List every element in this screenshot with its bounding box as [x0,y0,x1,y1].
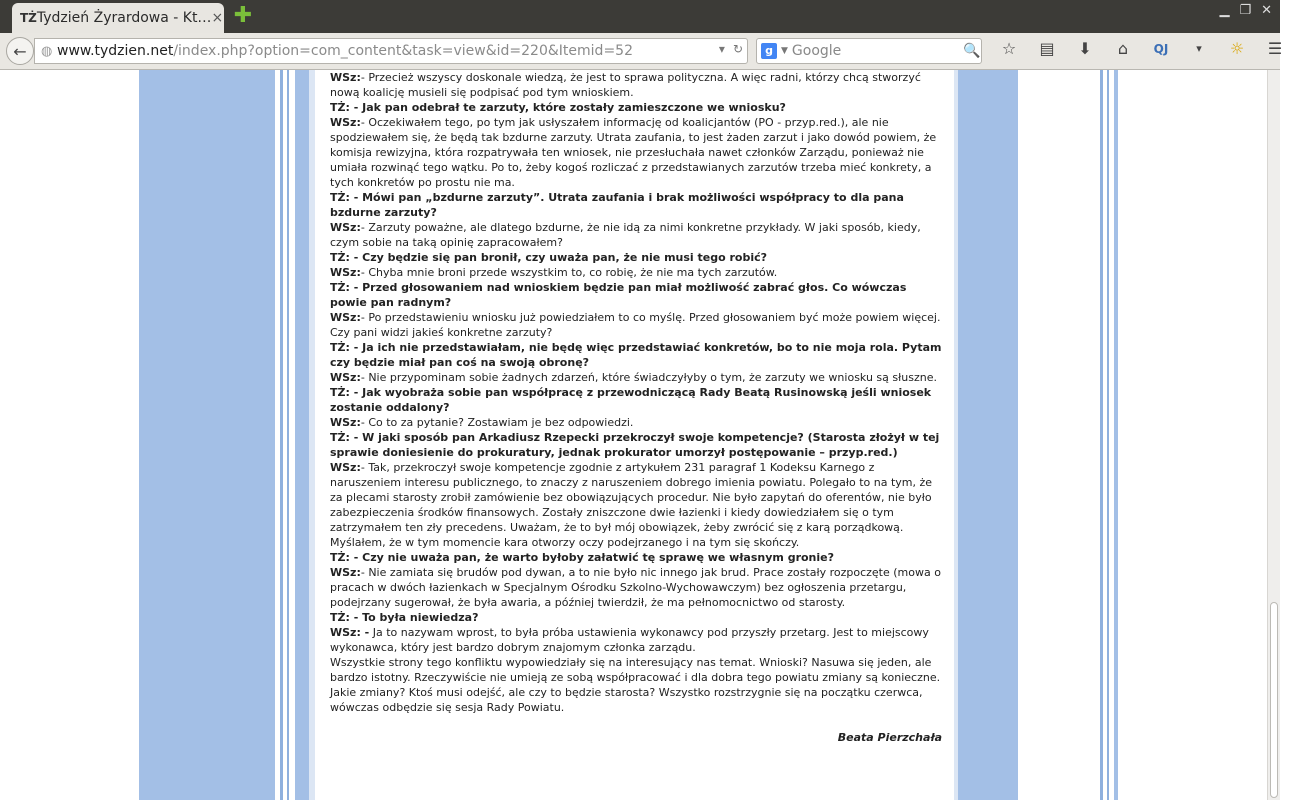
left-background [139,70,275,800]
interview-answer [330,70,942,100]
interview-answer [330,265,942,280]
speaker-label: WSz: - [330,626,370,639]
interview-answer [330,565,942,610]
address-bar[interactable] [34,38,748,64]
speaker-label: WSz: [330,416,361,429]
close-window-icon[interactable]: ✕ [1261,3,1272,18]
paragraph-text: - Czy będzie się pan bronił, czy uważa pan, że nie musi tego robić? [349,251,768,264]
interview-question [330,340,942,370]
interview-question [330,100,942,115]
paragraph-text: - Jak wyobraża sobie pan współpracę z przewodniczącą Rady Beatą Rusinowską jeśli wniosek zostanie oddalony? [330,386,932,414]
tab-title: Tydzień Żyrardowa - Kt… [36,10,212,26]
speaker-label: WSz: [330,221,361,234]
close-tab-icon[interactable]: × [211,10,224,26]
page-viewport [0,70,1267,800]
left-stripes [275,70,315,800]
google-logo-icon[interactable]: g [761,43,777,59]
summary-paragraph [330,655,942,715]
paragraph-text: - Mówi pan „bzdurne zarzuty”. Utrata zaufania i brak możliwości współpracy to dla pana bzdurne zarzuty? [330,191,904,219]
search-icon[interactable]: 🔍 [963,43,981,59]
interview-answer [330,220,942,250]
article-body [330,70,942,745]
speaker-label: TŻ: [330,611,350,624]
extension-icon[interactable]: QJ [1153,41,1169,56]
url-path: /index.php?option=com_content&task=view&id=220&Itemid=52 [173,43,633,59]
right-background [954,70,1018,800]
url-host: www.tydzien.net [57,43,174,59]
url-history-dropdown-icon[interactable]: ▾ [718,42,725,56]
interview-answer [330,115,942,190]
speaker-label: TŻ: [330,281,350,294]
speaker-label: WSz: [330,371,361,384]
interview-question [330,385,942,415]
speaker-label: TŻ: [330,101,350,114]
speaker-label: TŻ: [330,551,350,564]
interview-question [330,550,942,565]
maximize-icon[interactable]: ❐ [1239,3,1252,18]
paragraph-text: Wszystkie strony tego konfliktu wypowiedziały się na interesujący nas temat. Wnioski? Nasuwa się jeden, ale bardzo istotny. Rzeczywiście nie umieją ze sobą współpracować i dla dobra tego powiatu zmiany są konieczne. Jakie zmiany? Ktoś musi odejść, ale czy to będzie starosta? Wszystko rozstrzygnie się na początku czerwca, wówczas odbędzie się sesja Rady Powiatu. [330,656,941,714]
speaker-label: WSz: [330,116,361,129]
paragraph-text: - Nie zamiata się brudów pod dywan, a to nie było nic innego jak brud. Prace zostały rozpoczęte (mowa o pracach w dwóch łazienkach w Specjalnym Ośrodku Szkolno-Wychowawczym) bez ogłoszenia przetargu, podejrzany sugerował, że była awaria, a później twierdził, że ma pełnomocnictwo od starosty. [330,566,941,609]
right-stripes [1096,70,1118,800]
paragraph-text: - Po przedstawieniu wniosku już powiedziałem to co myślę. Przed głosowaniem być może powiem więcej. Czy pani widzi jakieś konkretne zarzuty? [330,311,941,339]
reload-icon[interactable]: ↻ [732,42,743,56]
interview-question [330,610,942,625]
vertical-scrollbar[interactable] [1267,70,1280,800]
paragraph-text: Ja to nazywam wprost, to była próba ustawienia wykonawcy pod przyszły przetarg. Jest to miejscowy wykonawca, który jest bardzo dobrym znajomym członka zarządu. [330,626,929,654]
scrollbar-thumb[interactable] [1270,602,1278,798]
interview-answer [330,415,942,430]
minimize-icon[interactable]: ▁ [1219,3,1230,18]
interview-answer [330,625,942,655]
paragraph-text: - Oczekiwałem tego, po tym jak usłyszałem informację od koalicjantów (PO - przyp.red.), ale nie spodziewałem się, że będą tak bzdurne zarzuty. Utrata zaufania, to jest żaden zarzut i jako dowód powiem, że komisja rewizyjna, która rozpatrywała ten wniosek, nie przesłuchała nawet członków Zarządu, ponieważ nie umiała rozwinąć tego wątku. Po to, żeby kogoś rozliczać z przedstawianych zarzutów trzeba mieć konkrety, a tych konkretów po prostu nie ma. [330,116,937,189]
search-box[interactable] [756,38,982,64]
paragraph-text: - Co to za pytanie? Zostawiam je bez odpowiedzi. [360,416,634,429]
paragraph-text: - Przecież wszyscy doskonale wiedzą, że jest to sprawa polityczna. A więc radni, którzy chcą stworzyć nową koalicję musieli się podpisać pod tym wnioskiem. [330,71,921,99]
interview-question [330,280,942,310]
navigation-toolbar [0,33,1283,70]
toolbar-icons [990,39,1294,58]
speaker-label: WSz: [330,266,361,279]
reader-list-icon[interactable]: ▤ [1039,39,1055,58]
back-arrow-icon[interactable]: ← [6,37,34,65]
speaker-label: TŻ: [330,251,350,264]
speaker-label: TŻ: [330,191,350,204]
tab-strip [0,0,1280,33]
weather-icon[interactable]: ☼ [1229,39,1245,58]
paragraph-text: - Chyba mnie broni przede wszystkim to, co robię, że nie ma tych zarzutów. [360,266,778,279]
speaker-label: TŻ: [330,431,350,444]
interview-answer [330,310,942,340]
interview-answer [330,460,942,550]
search-input[interactable]: Google [791,43,842,59]
interview-question [330,430,942,460]
paragraph-text: - Zarzuty poważne, ale dlatego bzdurne, że nie idą za nimi konkretne przykłady. W jaki sposób, kiedy, czym sobie na taką opinię zapracowałem? [330,221,921,249]
speaker-label: WSz: [330,566,361,579]
paragraph-text: - Tak, przekroczył swoje kompetencje zgodnie z artykułem 231 paragraf 1 Kodeksu Karnego z naruszeniem interesu publicznego, to znaczy z naruszeniem dobrego imienia powiatu. Polegało to na tym, że za plecami starosty zrobił zamówienie bez obowiązujących procedur. Nie było zapytań do oferentów, nie było zabezpieczenia środków finansowych. Zostały zniszczone dwie łazienki i kiedy dowiedziałem się o tym zatrzymałem ten zły precedens. Uważam, że to był mój obowiązek, żeby zwrócić się z karą porządkową. Myślałem, że w tym momencie kara otworzy oczy podejrzanego i na tym się skończy. [330,461,933,549]
speaker-label: TŻ: [330,386,350,399]
home-icon[interactable]: ⌂ [1117,39,1129,58]
site-favicon-icon: TŻ [20,11,37,25]
new-tab-icon[interactable]: ✚ [233,3,253,28]
paragraph-text: - Jak pan odebrał te zarzuty, które zostały zamieszczone we wniosku? [349,101,786,114]
paragraph-text: - Czy nie uważa pan, że warto byłoby załatwić tę sprawę we własnym gronie? [349,551,834,564]
interview-answer [330,370,942,385]
speaker-label: TŻ: [330,341,350,354]
globe-icon: ◍ [41,43,53,59]
interview-question [330,250,942,265]
paragraph-text: - Przed głosowaniem nad wnioskiem będzie pan miał możliwość zabrać głos. Co wówczas powie pan radnym? [330,281,907,309]
menu-icon[interactable]: ☰ [1267,39,1283,58]
dropdown-icon[interactable]: ▾ [1196,42,1202,55]
paragraph-text: - To była niewiedza? [349,611,479,624]
browser-tab[interactable] [12,3,224,33]
download-icon[interactable]: ⬇ [1078,39,1092,58]
article-author: Beata Pierzchała [837,731,942,744]
paragraph-text: - Ja ich nie przedstawiałam, nie będę więc przedstawiać konkretów, bo to nie moja rola. Pytam czy będzie miał pan coś na swoją obronę? [330,341,942,369]
interview-question [330,190,942,220]
paragraph-text: - W jaki sposób pan Arkadiusz Rzepecki przekroczył swoje kompetencje? (Starosta złożył w tej sprawie doniesienie do prokuratury, jednak prokurator umorzył postępowanie – przyp.red.) [330,431,940,459]
search-engine-dropdown-icon[interactable]: ▼ [781,46,788,56]
speaker-label: WSz: [330,71,361,84]
paragraph-text: - Nie przypominam sobie żadnych zdarzeń, które świadczyłyby o tym, że zarzuty we wniosku są słuszne. [360,371,937,384]
speaker-label: WSz: [330,461,361,474]
speaker-label: WSz: [330,311,361,324]
star-icon[interactable]: ☆ [1001,39,1017,58]
window-controls [1219,3,1272,18]
